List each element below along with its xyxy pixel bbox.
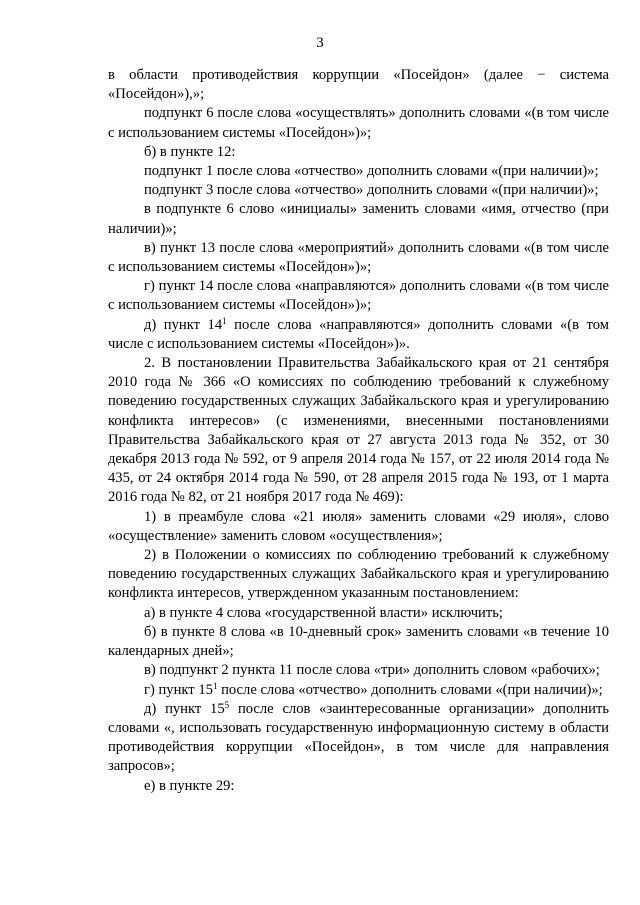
paragraph: б) в пункте 8 слова «в 10-дневный срок» заменить словами «в течение 10 календарных дней»;	[108, 623, 609, 660]
paragraph: 1) в преамбуле слова «21 июля» заменить словами «29 июля», слово «осуществление» заменить словом «осуществления»;	[108, 508, 609, 544]
superscript: 5	[224, 699, 230, 710]
superscript: 1	[212, 680, 218, 691]
paragraph: е) в пункте 29:	[144, 777, 235, 794]
paragraph: б) в пункте 12:	[144, 143, 236, 160]
paragraph: 2. В постановлении Правительства Забайкальского края от 21 сентября 2010 года № 366 «О комиссиях по соблюдению требований к служебному поведению государственных служащих Забайкальского края и урегулированию конфликта интересов» (с изменениями, внесенными постановлениями Правительства Забайкальского края от 27 августа 2013 года № 352, от 30 декабря 2013 года № 592, от 9 апреля 2014 года № 157, от 22 июля 2014 года № 435, от 24 октября 2014 года № 590, от 28 апреля 2015 года № 193, от 1 марта 2016 года № 82, от 21 ноября 2017 года № 469):	[108, 355, 609, 506]
paragraph: в) пункт 13 после слова «мероприятий» дополнить словами «(в том числе с использованием системы «Посейдон»)»;	[108, 239, 609, 276]
paragraph: в области противодействия коррупции «Посейдон» (далее − система «Посейдон»),»;	[108, 67, 609, 103]
paragraph: подпункт 6 после слова «осуществлять» дополнить словами «(в том числе с использованием системы «Посейдон»)»;	[108, 105, 609, 141]
paragraph: г) пункт $15^1$ после слова «отчество» дополнить словами «(при наличии)»;	[144, 680, 603, 698]
paragraph: подпункт 3 после слова «отчество» дополнить словами «(при наличии)»;	[144, 182, 599, 199]
paragraph: а) в пункте 4 слова «государственной власти» исключить;	[144, 604, 503, 621]
paragraph: подпункт 1 после слова «отчество» дополнить словами «(при наличии)»;	[144, 163, 599, 180]
paragraph: в подпункте 6 слово «инициалы» заменить словами «имя, отчество (при наличии)»;	[108, 201, 609, 237]
paragraph: д) пункт $15^5$ после слов «заинтересованные организации» дополнить словами «, использовать государственную информационную систему в области противодействия коррупции «Посейдон», в том числе для направления запросов»;	[108, 699, 609, 775]
page-number: 3	[316, 35, 324, 51]
paragraph: 2) в Положении о комиссиях по соблюдению требований к служебному поведению государственных служащих Забайкальского края и урегулированию конфликта интересов, утвержденном указанным постановлением:	[108, 547, 609, 602]
document-body	[108, 66, 609, 796]
paragraph: в) подпункт 2 пункта 11 после слова «три» дополнить словом «рабочих»;	[144, 662, 600, 679]
paragraph: г) пункт 14 после слова «направляются» дополнить словами «(в том числе с использованием системы «Посейдон»)»;	[108, 278, 609, 314]
superscript: 1	[222, 315, 227, 326]
paragraph: д) пункт $14^1$ после слова «направляются» дополнить словами «(в том числе с использованием системы «Посейдон»)».	[108, 315, 609, 352]
